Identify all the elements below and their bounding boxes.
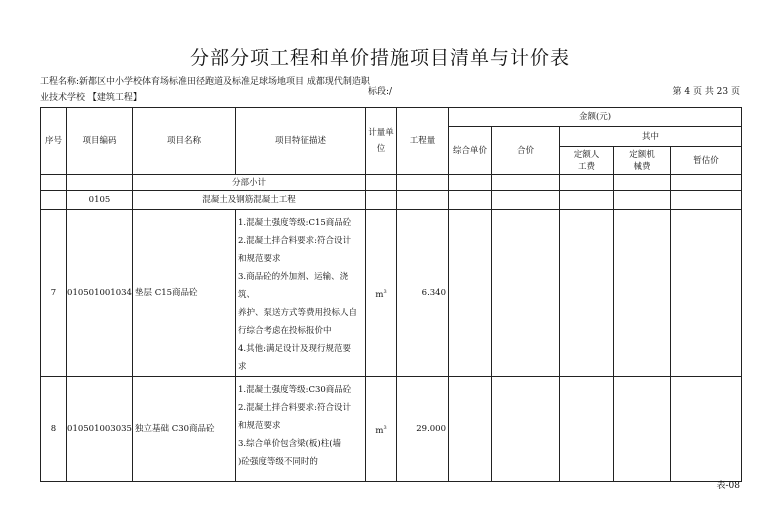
desc-line: 3.综合单价包含梁(板)柱(墙 xyxy=(238,439,342,449)
subtotal-label: 分部小计 xyxy=(133,175,366,191)
row-unit xyxy=(366,210,397,377)
header-provisional: 暂估价 xyxy=(671,147,742,175)
header-of-which: 其中 xyxy=(560,127,742,147)
desc-line: 求 xyxy=(238,362,247,372)
section-label: 标段: xyxy=(368,87,390,97)
header-name: 项目名称 xyxy=(133,108,236,175)
row-name: 独立基础 C30商品砼 xyxy=(133,377,236,482)
header-amount: 金额(元) xyxy=(449,108,742,127)
desc-line: 和规范要求 xyxy=(238,421,281,431)
desc-line: 行综合考虑在投标报价中 xyxy=(238,326,332,336)
page-info: 第 4 页 共 23 页 xyxy=(672,87,740,97)
header-unit-price xyxy=(449,127,492,175)
row-seq: 8 xyxy=(41,377,67,482)
row-seq: 7 xyxy=(41,210,67,377)
row-code: 010501003035 xyxy=(67,377,133,482)
header-code: 项目编码 xyxy=(67,108,133,175)
desc-line: 和规范要求 xyxy=(238,254,281,264)
header-machine xyxy=(614,147,671,175)
unit-text: m xyxy=(375,289,384,300)
project-info xyxy=(40,74,370,106)
desc-line: 2.混凝土拌合料要求:符合设计 xyxy=(238,403,351,413)
section-row xyxy=(41,191,742,210)
row-unit xyxy=(366,377,397,482)
header-machine-text: 定额机械费 xyxy=(629,149,655,172)
section-value: / xyxy=(389,87,393,97)
section-code: 0105 xyxy=(67,191,133,210)
table-row xyxy=(41,377,742,482)
desc-line: 4.其他:满足设计及现行规范要 xyxy=(238,344,351,354)
form-code: 表-08 xyxy=(716,481,740,491)
desc-line: 3.商品砼的外加剂、运输、浇筑、 xyxy=(238,272,349,300)
desc-line: 1.混凝土强度等级:C30商品砼 xyxy=(238,385,352,395)
subtotal-row xyxy=(41,175,742,191)
section-name: 混凝土及钢筋混凝土工程 xyxy=(133,191,366,210)
bill-table xyxy=(40,107,742,482)
project-name: 新都区中小学校体育场标准田径跑道及标准足球场地项目 成都现代制造职业技术学校 【建筑工程】 xyxy=(40,77,370,103)
unit-sup: 3 xyxy=(383,424,387,431)
header-unit-text: 计量单位 xyxy=(368,128,394,154)
header-unit xyxy=(366,108,397,175)
row-desc xyxy=(236,210,366,377)
row-code: 010501001034 xyxy=(67,210,133,377)
header-unit-price-text: 综合单价 xyxy=(452,145,487,156)
unit-text: m xyxy=(375,425,384,436)
header-qty: 工程量 xyxy=(397,108,449,175)
desc-line: 养护、泵送方式等费用投标人自 xyxy=(238,308,358,318)
row-desc xyxy=(236,377,366,482)
header-desc: 项目特征描述 xyxy=(236,108,366,175)
row-qty: 29.000 xyxy=(397,377,449,482)
section-info xyxy=(368,84,392,97)
header-seq: 序号 xyxy=(41,108,67,175)
header-total: 合价 xyxy=(492,127,560,175)
row-qty: 6.340 xyxy=(397,210,449,377)
desc-line: 1.混凝土强度等级:C15商品砼 xyxy=(238,218,352,228)
header-labor xyxy=(560,147,614,175)
desc-line: )砼强度等级不同时的 xyxy=(238,457,318,467)
row-name: 垫层 C15商品砼 xyxy=(133,210,236,377)
header-labor-text: 定额人工费 xyxy=(573,149,600,172)
page-title: 分部分项工程和单价措施项目清单与计价表 xyxy=(189,47,570,69)
desc-line: 2.混凝土拌合料要求:符合设计 xyxy=(238,236,351,246)
project-label: 工程名称: xyxy=(40,77,80,87)
table-row xyxy=(41,210,742,377)
unit-sup: 3 xyxy=(383,288,387,295)
